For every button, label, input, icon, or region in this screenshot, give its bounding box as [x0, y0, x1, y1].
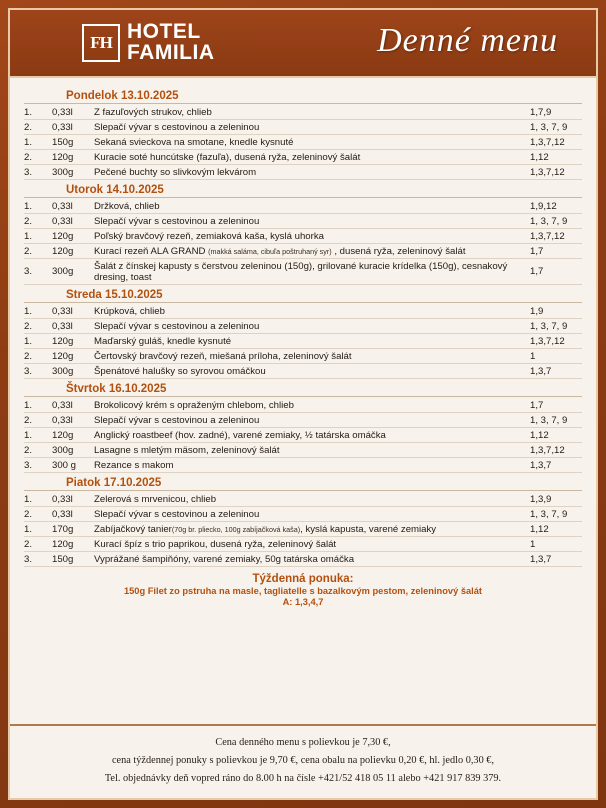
logo — [82, 22, 215, 63]
item-number: 2. — [24, 150, 52, 165]
menu-row — [24, 199, 582, 214]
menu-row — [24, 522, 582, 537]
item-number: 2. — [24, 413, 52, 428]
item-allergens: 1,3,7,12 — [530, 229, 582, 244]
menu-content — [10, 78, 596, 724]
menu-row — [24, 537, 582, 552]
item-description-note: (makká saláma, cibuľa poštruhaný syr) — [208, 246, 332, 256]
item-description: Krúpková, chlieb — [94, 304, 530, 319]
item-allergens: 1 — [530, 537, 582, 552]
item-quantity: 0,33l — [52, 120, 94, 135]
item-allergens: 1,3,7,12 — [530, 443, 582, 458]
item-quantity: 120g — [52, 150, 94, 165]
menu-row — [24, 150, 582, 165]
item-quantity: 300g — [52, 443, 94, 458]
menu-table — [24, 199, 582, 285]
menu-row — [24, 244, 582, 259]
item-allergens: 1,12 — [530, 522, 582, 537]
item-quantity: 150g — [52, 135, 94, 150]
item-quantity: 0,33l — [52, 304, 94, 319]
item-quantity: 120g — [52, 334, 94, 349]
item-number: 1. — [24, 522, 52, 537]
item-description: Slepačí vývar s cestovinou a zeleninou — [94, 319, 530, 334]
menu-row — [24, 105, 582, 120]
item-quantity: 0,33l — [52, 507, 94, 522]
day-title: Pondelok 13.10.2025 — [24, 88, 582, 104]
item-quantity: 120g — [52, 349, 94, 364]
weekly-offer-allergens: A: 1,3,4,7 — [282, 597, 324, 607]
item-quantity: 120g — [52, 229, 94, 244]
weekly-offer-title: Týždenná ponuka: — [252, 573, 354, 585]
item-number: 1. — [24, 229, 52, 244]
weekly-offer-description: 150g Filet zo pstruha na masle, tagliatelle s bazalkovým pestom, zeleninový šalát — [123, 586, 483, 596]
item-number: 1. — [24, 199, 52, 214]
item-quantity: 0,33l — [52, 214, 94, 229]
item-quantity: 0,33l — [52, 413, 94, 428]
item-quantity: 150g — [52, 552, 94, 567]
logo-badge-icon: FH — [82, 24, 120, 62]
item-quantity: 120g — [52, 244, 94, 259]
item-number: 1. — [24, 105, 52, 120]
day-title: Utorok 14.10.2025 — [24, 182, 582, 198]
item-description: Zelerová s mrvenicou, chlieb — [94, 492, 530, 507]
menu-row — [24, 443, 582, 458]
item-number: 2. — [24, 120, 52, 135]
item-number: 2. — [24, 537, 52, 552]
item-allergens: 1, 3, 7, 9 — [530, 507, 582, 522]
item-description: Kurací špíz s trio paprikou, dusená ryža, zeleninový šalát — [94, 537, 530, 552]
item-number: 2. — [24, 244, 52, 259]
item-quantity: 0,33l — [52, 105, 94, 120]
menu-row — [24, 398, 582, 413]
item-description-tail: , dusená ryža, zeleninový šalát — [331, 245, 466, 257]
item-description: Sekaná svieckova na smotane, knedle kysnuté — [94, 135, 530, 150]
item-allergens: 1,12 — [530, 150, 582, 165]
item-description: Rezance s makom — [94, 458, 530, 473]
item-quantity: 300g — [52, 364, 94, 379]
item-description: Slepačí vývar s cestovinou a zeleninou — [94, 214, 530, 229]
item-allergens: 1, 3, 7, 9 — [530, 120, 582, 135]
item-allergens: 1,12 — [530, 428, 582, 443]
item-description: Maďarský guláš, knedle kysnuté — [94, 334, 530, 349]
menu-row — [24, 214, 582, 229]
item-number: 1. — [24, 398, 52, 413]
logo-line2: FAMILIA — [127, 41, 215, 64]
day-group — [24, 182, 582, 285]
item-description-main: Zabíjačkový tanier — [94, 523, 172, 535]
item-quantity: 120g — [52, 537, 94, 552]
menu-row — [24, 229, 582, 244]
item-number: 3. — [24, 165, 52, 180]
item-allergens: 1, 3, 7, 9 — [530, 319, 582, 334]
menu-row — [24, 334, 582, 349]
item-description: Čertovský bravčový rezeň, miešaná príloha, zeleninový šalát — [94, 349, 530, 364]
item-description — [94, 522, 530, 537]
item-description: Držková, chlieb — [94, 199, 530, 214]
item-number: 3. — [24, 364, 52, 379]
menu-row — [24, 364, 582, 379]
menu-row — [24, 120, 582, 135]
item-quantity: 0,33l — [52, 492, 94, 507]
item-description: Vyprážané šampiňóny, varené zemiaky, 50g tatárska omáčka — [94, 552, 530, 567]
item-number: 1. — [24, 334, 52, 349]
item-description: Z fazuľových strukov, chlieb — [94, 105, 530, 120]
item-allergens: 1,7,9 — [530, 105, 582, 120]
item-description: Brokolicový krém s opraženým chlebom, chlieb — [94, 398, 530, 413]
item-description-main: Kurací rezeň ALA GRAND — [94, 245, 209, 257]
item-description-tail: , kyslá kapusta, varené zemiaky — [300, 523, 437, 535]
item-description: Slepačí vývar s cestovinou a zeleninou — [94, 507, 530, 522]
footer-line-2: cena týždennej ponuky s polievkou je 9,70 €, cena obalu na polievku 0,20 €, hl. jedlo 0,30 €, — [111, 754, 495, 766]
day-group — [24, 381, 582, 473]
day-group — [24, 287, 582, 379]
item-description: Špenátové halušky so syrovou omáčkou — [94, 364, 530, 379]
menu-row — [24, 413, 582, 428]
item-allergens: 1,3,7,12 — [530, 165, 582, 180]
item-quantity: 120g — [52, 428, 94, 443]
item-allergens: 1, 3, 7, 9 — [530, 413, 582, 428]
day-group — [24, 475, 582, 567]
menu-row — [24, 135, 582, 150]
menu-sheet — [8, 8, 598, 800]
menu-table — [24, 398, 582, 473]
menu-row — [24, 259, 582, 285]
item-number: 2. — [24, 507, 52, 522]
day-group — [24, 88, 582, 180]
item-number: 1. — [24, 304, 52, 319]
item-allergens: 1,3,7,12 — [530, 135, 582, 150]
item-allergens: 1,7 — [530, 259, 582, 285]
menu-table — [24, 304, 582, 379]
day-title: Piatok 17.10.2025 — [24, 475, 582, 491]
logo-line1: HOTEL — [127, 20, 201, 44]
footer — [10, 724, 596, 798]
item-description: Lasagne s mletým mäsom, zeleninový šalát — [94, 443, 530, 458]
footer-line-3: Tel. objednávky deň vopred ráno do 8.00 h na čísle +421/52 418 05 11 alebo +421 917 839 379. — [104, 772, 502, 784]
item-description: Kuracie soté huncútske (fazuľa), dusená ryža, zeleninový šalát — [94, 150, 530, 165]
item-allergens: 1, 3, 7, 9 — [530, 214, 582, 229]
item-allergens: 1,9,12 — [530, 199, 582, 214]
menu-row — [24, 458, 582, 473]
item-number: 3. — [24, 552, 52, 567]
item-quantity: 170g — [52, 522, 94, 537]
item-quantity: 300g — [52, 165, 94, 180]
menu-row — [24, 552, 582, 567]
item-quantity: 0,33l — [52, 319, 94, 334]
menu-row — [24, 492, 582, 507]
item-description: Poľský bravčový rezeň, zemiaková kaša, kyslá uhorka — [94, 229, 530, 244]
item-number: 2. — [24, 443, 52, 458]
menu-row — [24, 507, 582, 522]
item-number: 2. — [24, 319, 52, 334]
item-description: Slepačí vývar s cestovinou a zeleninou — [94, 120, 530, 135]
item-quantity: 300 g — [52, 458, 94, 473]
footer-line-1: Cena denného menu s polievkou je 7,30 €, — [215, 736, 391, 748]
item-number: 1. — [24, 428, 52, 443]
menu-row — [24, 304, 582, 319]
item-allergens: 1,9 — [530, 304, 582, 319]
item-description: Šalát z čínskej kapusty s čerstvou zeleninou (150g), grilované kuracie krídelka (150g), cesnakový dresing, toast — [94, 259, 530, 285]
item-allergens: 1,3,9 — [530, 492, 582, 507]
logo-text — [127, 22, 215, 63]
item-quantity: 0,33l — [52, 199, 94, 214]
menu-row — [24, 165, 582, 180]
item-number: 2. — [24, 214, 52, 229]
item-number: 3. — [24, 458, 52, 473]
page-title: Denné menu — [377, 22, 558, 59]
item-number: 2. — [24, 349, 52, 364]
item-number: 3. — [24, 259, 52, 285]
item-description: Slepačí vývar s cestovinou a zeleninou — [94, 413, 530, 428]
menu-row — [24, 349, 582, 364]
day-title: Streda 15.10.2025 — [24, 287, 582, 303]
item-number: 1. — [24, 135, 52, 150]
item-allergens: 1,3,7,12 — [530, 334, 582, 349]
item-description: Anglický roastbeef (hov. zadné), varené zemiaky, ½ tatárska omáčka — [94, 428, 530, 443]
item-allergens: 1,7 — [530, 244, 582, 259]
item-quantity: 0,33l — [52, 398, 94, 413]
item-allergens: 1,3,7 — [530, 458, 582, 473]
item-allergens: 1,7 — [530, 398, 582, 413]
menu-table — [24, 492, 582, 567]
menu-row — [24, 428, 582, 443]
item-allergens: 1,3,7 — [530, 364, 582, 379]
item-number: 1. — [24, 492, 52, 507]
header — [10, 10, 596, 78]
item-description-note: (70g br. pliecko, 100g zabíjačková kaša) — [171, 524, 301, 534]
item-description — [94, 244, 530, 259]
menu-row — [24, 319, 582, 334]
item-allergens: 1 — [530, 349, 582, 364]
item-description: Pečené buchty so slivkovým lekvárom — [94, 165, 530, 180]
weekly-offer — [24, 569, 582, 609]
menu-table — [24, 105, 582, 180]
item-allergens: 1,3,7 — [530, 552, 582, 567]
day-title: Štvrtok 16.10.2025 — [24, 381, 582, 397]
item-quantity: 300g — [52, 259, 94, 285]
